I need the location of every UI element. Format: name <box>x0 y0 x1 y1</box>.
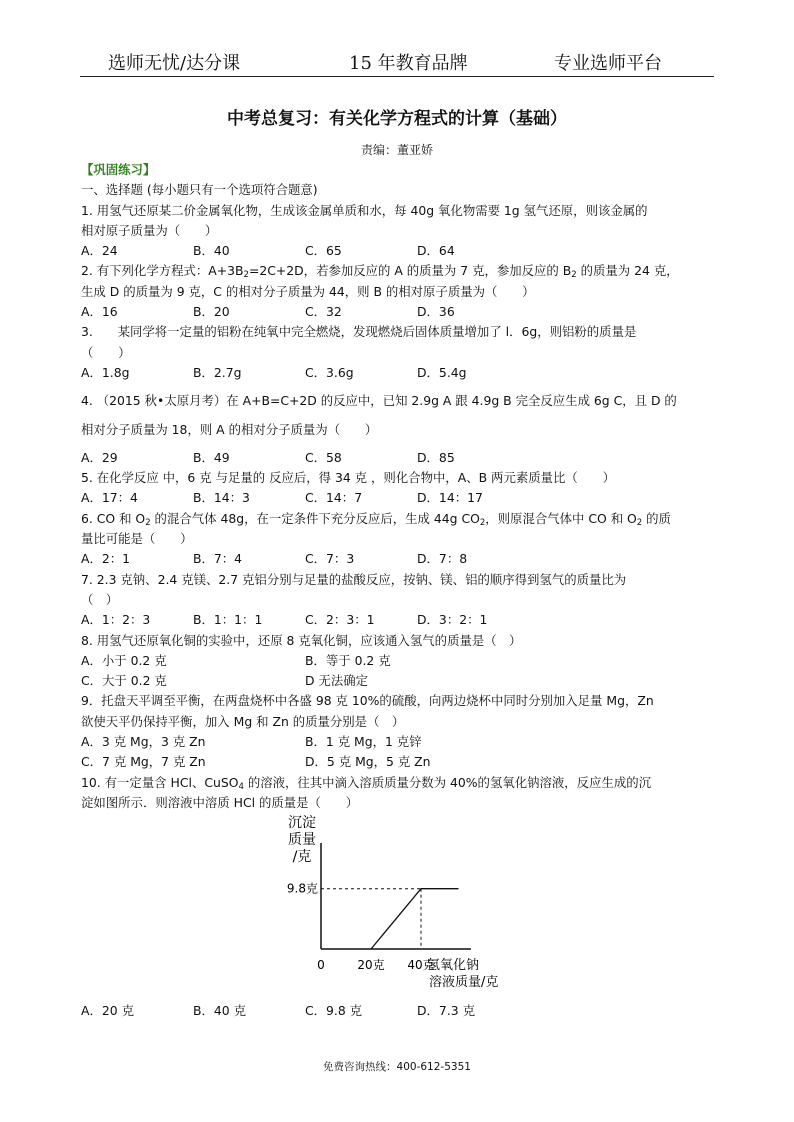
option-c: C．7：3 <box>305 551 355 567</box>
option-c: C．58 <box>305 449 342 465</box>
question-5-options <box>81 488 713 508</box>
q10-text-b: 的溶液，往其中滴入溶质质量分数为 40%的氢氧化钠溶液，反应生成的沉 <box>243 774 652 790</box>
header-middle-slogan: 15 年教育品牌 <box>349 53 468 74</box>
option-c: C．32 <box>305 304 342 320</box>
option-b: B．2.7g <box>193 364 242 380</box>
page-header <box>80 46 714 77</box>
q6-sub-2: 2 <box>479 517 486 528</box>
question-3-options <box>81 363 713 383</box>
question-8-line-1: 8. 用氢气还原氧化铜的实验中，还原 8 克氧化铜，应该通入氢气的质量是（ ） <box>81 632 522 648</box>
question-1-options <box>81 241 713 261</box>
option-d: D．5.4g <box>417 364 467 380</box>
footer-hotline: 免费咨询热线：400-612-5351 <box>323 1061 471 1073</box>
y-axis-label: 沉淀 <box>288 815 316 832</box>
section-tag: 【巩固练习】 <box>81 162 156 177</box>
question-4-line-1: 4. （2015 秋•太原月考）在 A+B=C+2D 的反应中，已知 2.9g A 跟 4.9g B 完全反应生成 6g C，且 D 的 <box>81 393 677 409</box>
header-left-brand: 选师无忧/达分课 <box>108 53 241 74</box>
y-tick-label: 9.8克 <box>286 881 318 896</box>
q10-text-a: 10. 有一定量含 HCl、CuSO <box>81 774 239 790</box>
option-b: B．40 克 <box>193 1003 246 1019</box>
option-a: A．2：1 <box>81 551 131 567</box>
precipitate-chart <box>271 813 521 999</box>
question-9-options-row-2 <box>81 752 713 772</box>
question-6-line-2: 量比可能是（ ） <box>81 531 193 547</box>
option-a: A．3 克 Mg，3 克 Zn <box>81 734 206 750</box>
option-b: B．1 克 Mg，1 克锌 <box>305 734 422 750</box>
exercise-content <box>81 160 713 1022</box>
question-9-options-row-1 <box>81 732 713 752</box>
option-a: A．1：2：3 <box>81 612 151 628</box>
option-b: B．1：1：1 <box>193 612 263 628</box>
y-axis-label: 质量 <box>288 832 316 849</box>
option-d: D．85 <box>417 449 455 465</box>
option-a: A．29 <box>81 449 118 465</box>
question-7-line-1: 7. 2.3 克钠、2.4 克镁、2.7 克铝分别与足量的盐酸反应，按钠、镁、铝的顺序得到氢气的质量比为 <box>81 571 627 587</box>
option-b: B．40 <box>193 243 230 259</box>
option-a: A．24 <box>81 243 118 259</box>
q6-text-d: 的质 <box>642 510 671 526</box>
option-c: C．9.8 克 <box>305 1003 363 1019</box>
option-b: B．14：3 <box>193 490 250 506</box>
x-tick-label: 40克 <box>407 958 435 973</box>
question-1-line-2: 相对原子质量为（ ） <box>81 222 218 238</box>
option-d: D．5 克 Mg，5 克 Zn <box>305 754 431 770</box>
option-c: C．65 <box>305 243 342 259</box>
q2-text-c: 的质量为 24 克， <box>576 263 679 279</box>
q6-text-b: 的混合气体 48g，在一定条件下充分反应后，生成 44g CO <box>150 510 480 526</box>
question-2-options <box>81 302 713 322</box>
q6-text-c: ，则原混合气体中 CO 和 O <box>485 510 637 526</box>
question-6-options <box>81 549 713 569</box>
q6-sub-3: 2 <box>636 517 643 528</box>
question-4-options <box>81 448 713 468</box>
option-b: B．等于 0.2 克 <box>305 652 391 668</box>
header-right-slogan: 专业选师平台 <box>554 53 662 74</box>
q2-text-a: 2. 有下列化学方程式：A+3B <box>81 263 244 279</box>
option-a: A．1.8g <box>81 364 130 380</box>
option-a: A．20 克 <box>81 1003 134 1019</box>
q2-sub-1: 2 <box>243 270 249 281</box>
document-title: 中考总复习：有关化学方程式的计算（基础） <box>227 109 567 129</box>
x-axis-label: 溶液质量/克 <box>429 975 499 991</box>
option-d: D．36 <box>417 304 455 320</box>
option-c: C．14：7 <box>305 490 363 506</box>
q2-sub-2: 2 <box>571 270 577 281</box>
question-9-line-2: 欲使天平仍保持平衡，加入 Mg 和 Zn 的质量分别是（ ） <box>81 713 405 729</box>
option-b: B．7：4 <box>193 551 243 567</box>
option-c: C．大于 0.2 克 <box>81 673 167 689</box>
precipitate-line <box>371 889 459 949</box>
option-c: C．7 克 Mg，7 克 Zn <box>81 754 206 770</box>
option-a: A．17：4 <box>81 490 138 506</box>
question-7-options <box>81 610 713 630</box>
q6-text-a: 6. CO 和 O <box>81 510 146 526</box>
question-5-line-1: 5. 在化学反应 中，6 克 与足量的 反应后，得 34 克 ，则化合物中，A、B 两元素质量比（ ） <box>81 470 615 486</box>
q10-sub: 4 <box>238 781 244 792</box>
question-2-line-1 <box>81 261 713 281</box>
q2-text-b: =2C+2D，若参加反应的 A 的质量为 7 克，参加反应的 B <box>248 263 572 279</box>
option-d: D．64 <box>417 243 455 259</box>
x-tick-label: 0 <box>317 958 325 973</box>
option-a: A．16 <box>81 304 118 320</box>
question-3-line-1: 3. 某同学将一定量的铝粉在纯氧中完全燃烧，发现燃烧后固体质量增加了 l．6g，则铝粉的质量是 <box>81 324 637 340</box>
option-d: D 无法确定 <box>305 673 369 689</box>
x-tick-label: 20克 <box>357 958 385 973</box>
question-7-line-2: （ ） <box>81 591 119 607</box>
question-8-options-row-1 <box>81 651 713 671</box>
question-1-line-1: 1. 用氢气还原某二价金属氧化物，生成该金属单质和水，每 40g 氧化物需要 1g 氢气还原，则该金属的 <box>81 202 648 218</box>
question-10-line-2: 淀如图所示．则溶液中溶质 HCl 的质量是（ ） <box>81 794 359 810</box>
option-a: A．小于 0.2 克 <box>81 652 167 668</box>
question-8-options-row-2 <box>81 671 713 691</box>
option-d: D．7：8 <box>417 551 468 567</box>
option-b: B．49 <box>193 449 230 465</box>
y-axis-label: /克 <box>292 849 312 866</box>
q6-sub-1: 2 <box>145 517 151 528</box>
editor-credit: 责编：董亚娇 <box>360 143 433 157</box>
precipitate-chart-container <box>81 813 713 1001</box>
option-b: B．20 <box>193 304 230 320</box>
option-c: C．2：3：1 <box>305 612 375 628</box>
question-10-line-1 <box>81 773 713 793</box>
question-10-options <box>81 1001 713 1021</box>
question-4-line-2: 相对分子质量为 18，则 A 的相对分子质量为（ ） <box>81 421 378 437</box>
question-2-line-2: 生成 D 的质量为 9 克，C 的相对分子质量为 44，则 B 的相对原子质量为（ ） <box>81 283 535 299</box>
option-d: D．14：17 <box>417 490 483 506</box>
option-d: D．3：2：1 <box>417 612 488 628</box>
option-d: D．7.3 克 <box>417 1003 475 1019</box>
x-axis-label: 氢氧化钠 <box>427 958 480 974</box>
question-3-line-2: （ ） <box>81 344 131 360</box>
question-6-line-1 <box>81 509 713 529</box>
option-c: C．3.6g <box>305 364 354 380</box>
question-9-line-1: 9．托盘天平调至平衡，在两盘烧杯中各盛 98 克 10%的硫酸，向两边烧杯中同时分别加入足量 Mg，Zn <box>81 693 654 709</box>
section-heading: 一、选择题 (每小题只有一个选项符合题意) <box>81 182 318 198</box>
